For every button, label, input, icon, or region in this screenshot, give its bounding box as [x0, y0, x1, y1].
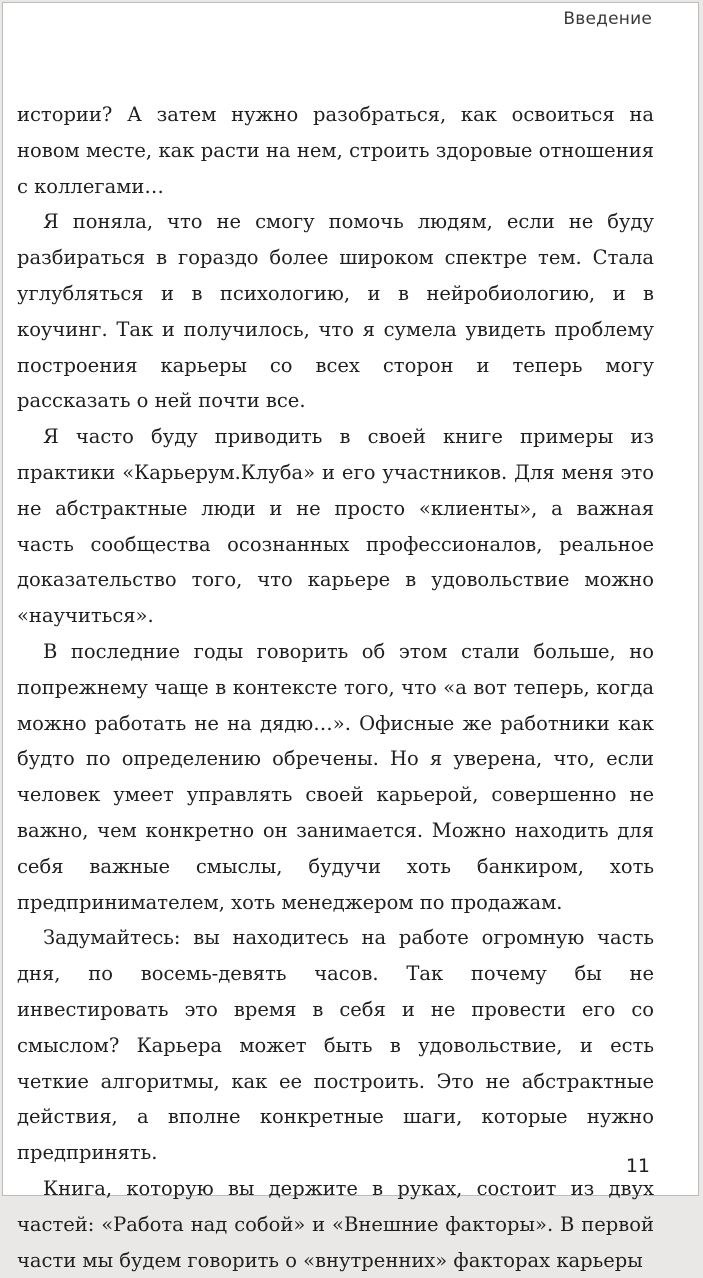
paragraph: Задумайтесь: вы находитесь на работе огромную часть дня, по восемь-девять часов. Так почему бы не инвестировать это время в себя и не провести его со смыслом? Карьера может быть в удовольствие, и есть четкие алгоритмы, как ее построить. Это не абстрактные действия, а вполне конкретные шаги, которые нужно предпринять. [17, 926, 654, 1165]
paragraph: истории? А затем нужно разобраться, как освоиться на новом месте, как расти на нем, строить здоровые отношения с коллегами… [17, 103, 654, 198]
book-page [2, 2, 699, 1272]
paragraph: Книга, которую вы держите в руках, состоит из двух частей: «Работа над собой» и «Внешние факторы». В первой части мы будем говорить о «внутренних» факторах карьеры [17, 1176, 654, 1272]
paragraph: Я поняла, что не смогу помочь людям, если не буду разбираться в гораздо более широком спектре тем. Стала углубляться и в психологию, и в нейробиологию, и в коучинг. Так и получилось, что я сумела увидеть проблему построения карьеры со всех сторон и теперь могу рассказать о ней почти все. [17, 210, 654, 413]
paragraph: Я часто буду приводить в своей книге примеры из практики «Карьерум.Клуба» и его участников. Для меня это не абстрактные люди и не просто «клиенты», а важная часть сообщества осознанных профессионалов, реальное доказательство того, что карьере в удовольствие можно «научиться». [17, 425, 654, 628]
page-number: 11 [625, 1155, 650, 1177]
body-text [17, 97, 654, 1278]
running-header: Введение [563, 9, 652, 29]
paragraph: В последние годы говорить об этом стали больше, но попрежнему чаще в контексте того, что «а вот теперь, когда можно работать не на дядю…». Офисные же работники как будто по определению обречены. Но я уверена, что, если человек умеет управлять своей карьерой, совершенно не важно, чем конкретно он занимается. Можно находить для себя важные смыслы, будучи хоть банкиром, хоть предпринимателем, хоть менеджером по продажам. [17, 639, 654, 914]
